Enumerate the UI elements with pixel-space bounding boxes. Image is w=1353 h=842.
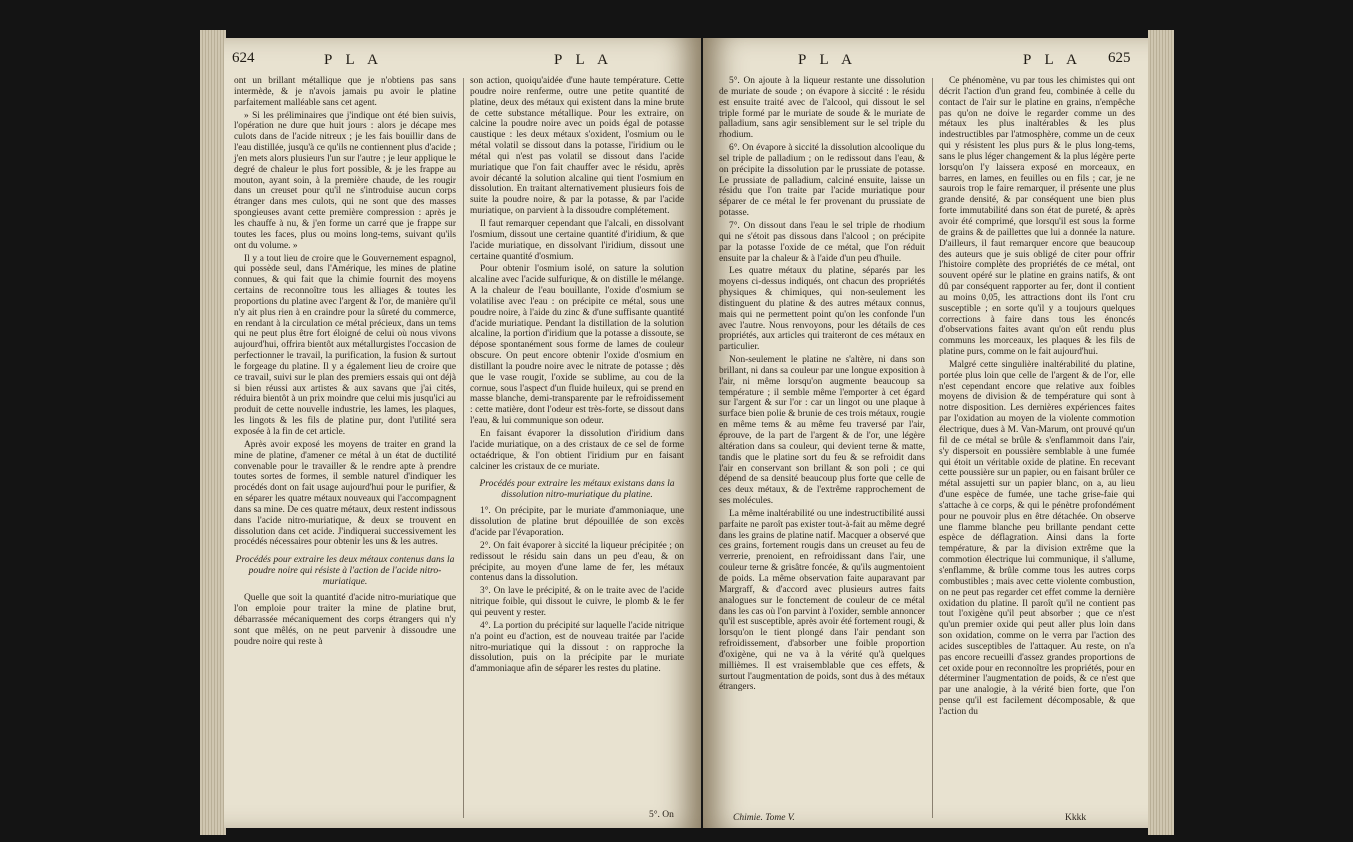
left-page <box>224 38 701 828</box>
running-head: P L A <box>324 52 383 68</box>
paragraph: Non-seulement le platine ne s'altère, ni dans son brillant, ni dans sa couleur par une longue exposition à l'air, ni même lorsqu'on augmente beaucoup sa température ; il semble même l'emporter à cet égard sur l'argent & sur l'or : car un lingot ou une plaque à surface bien polie & brunie de ces trois métaux, rougie en même tems & au même feu traversé par l'air, éprouve, de la part de l'argent & de l'or, une légère altération dans sa couleur, qui devient terne & matte, tandis que le platine sort du feu & se refroidit dans l'air en conservant son brillant & son poli ; ce qui dépend de sa densité beaucoup plus forte que celle de ces deux métaux, & de l'extrême rapprochement de ses molécules. <box>719 355 925 507</box>
paragraph: Malgré cette singulière inaltérabilité du platine, portée plus loin que celle de l'argent & de l'or, elle n'est cependant encore que relative aux foibles moyens de division & de température qui sont à notre disposition. Les dernières expériences faites par l'oxidation au moyen de la violente commotion électrique, dues à M. Van-Marum, ont prouvé qu'un fil de ce métal se brûle & s'enflammoit dans l'air, s'y dispersoit en poussière semblable à une fumée qui étoit un véritable oxide de platine. En recevant cette poussière sur un papier, ou en faisant brûler ce métal assujetti sur un papier blanc, on a, au lieu d'une espèce de fumée, une tache grise-faie qui s'attache à ce corps, & qui le pénètre profondément pour ne pouvoir plus en être détachée. On observe une flamme blanche peu brillante pendant cette espèce de déflagration. Ainsi dans la forte température, & par la division extrême que la commotion électrique lui communique, il s'allume, s'enflamme, & brûle comme tous les autres corps combustibles ; mais avec cette violente combustion, on ne peut pas regarder cet effet comme la dernière oxidation du platine. Il paroît qu'il ne contient pas tout l'oxigène qu'il peut absorber ; que ce n'est qu'un premier oxide qui peut aller plus loin dans son oxidation, comme on le verra par l'action des acides susceptibles de l'attaquer. Au reste, on n'a pas encore recueilli d'assez grandes proportions de cet oxide pour en reconnoître les propriétés, pour en déterminer l'augmentation de poids, & ce n'est que par une analogie, à la vérité bien forte, que l'on pense qu'il est facilement décomposable, & que l'action du <box>939 359 1135 717</box>
paragraph: son action, quoiqu'aidée d'une haute température. Cette poudre noire renferme, outre une petite quantité de platine, deux des métaux qui existent dans la mine brute de cette substance métallique. Pour les extraire, on calcine la poudre noire avec un poids égal de potasse caustique : les deux métaux s'oxident, l'osmium ou le métal volatil se dissout dans la potasse, l'iridium ou le métal qui n'est pas volatil se dissout dans l'acide muriatique que l'on fait chauffer avec le résidu, après avoir décanté la solution alcaline qui tient l'osmium en dissolution. En traitant alternativement plusieurs fois de suite la poudre noire, & par la potasse, & par l'acide muriatique, on parvient à la dissoudre complétement. <box>470 76 684 217</box>
left-column-2 <box>470 76 684 677</box>
right-fore-edge <box>1148 30 1174 835</box>
paragraph: Pour obtenir l'osmium isolé, on sature la solution alcaline avec l'acide sulfurique, & on distille le mélange. A la chaleur de l'eau bouillante, l'oxide d'osmium se volatilise avec l'eau : on précipite ce métal, sous une poudre noire, à l'aide du zinc & d'une suffisante quantité d'acide muriatique. Pendant la distillation de la solution alcaline, la portion d'iridium que la potasse a dissoute, se dépose spontanément sous forme de lames de couleur obscure. On peut encore obtenir l'oxide d'osmium en distillant la poudre noire avec le nitrate de potasse ; dès que le vase rougit, l'oxide se sublime, au cou de la cornue, sous l'aspect d'un fluide huileux, qui se prend en masse blanche, demi-transparente par le refroidissement : cette matière, dont l'odeur est très-forte, se dissout dans l'eau, & lui communique son odeur. <box>470 264 684 427</box>
paragraph: Il faut remarquer cependant que l'alcali, en dissolvant l'osmium, dissout une certaine quantité d'iridium, & que l'acide muriatique, en dissolvant l'iridium, dissout une certaine quantité d'osmium. <box>470 218 684 262</box>
volume-signature: Chimie. Tome V. <box>733 813 795 823</box>
paragraph: En faisant évaporer la dissolution d'iridium dans l'acide muriatique, on a des cristaux de ce sel de forme octaédrique, & l'on obtient l'iridium pur en faisant calciner les cristaux de ce muriate. <box>470 429 684 472</box>
running-head: P L A <box>1023 52 1082 68</box>
right-page <box>703 38 1148 828</box>
column-rule <box>463 78 464 818</box>
paragraph: Il y a tout lieu de croire que le Gouvernement espagnol, qui possède seul, dans l'Amérique, les mines de platine connues, & qui fait que la chimie fournit des moyens certains de reconnoître tous les alliages & toutes les proportions du platine avec l'argent & l'or, de manière qu'il n'y ait plus rien à en craindre pour la sûreté du commerce, en rendant à la circulation ce métal précieux, dans un tems qui ne peut plus être fort éloigné de celui où nous vivons aujourd'hui, offrira bientôt aux métallurgistes l'occasion de perfectionner le travail, la purification, la fusion & surtout le forgeage du platine. Il y a également lieu de croire que ce travail, suivi sur le plan des premiers essais qui ont déjà si bien réussi aux artistes & aux savans que j'ai cités, réduira bientôt à un prix moindre que celui mis jusqu'ici au produit de cette nouvelle industrie, les lames, les plaques, les lingots & les fils de platine pur, dont l'utilité sera exposée à la fin de cet article. <box>234 253 456 437</box>
section-heading: Procédés pour extraire les métaux existans dans la dissolution nitro-muriatique du platine. <box>479 478 675 501</box>
paragraph: » Si les préliminaires que j'indique ont été bien suivis, l'opération ne dure que huit jours : alors je décape mes culots dans de l'acide nitreux ; je les fais bouillir dans de l'eau distillée, jusqu'à ce qu'ils ne contiennent plus d'acide ; j'en mets alors plusieurs l'un sur l'autre ; je leur applique le degré de chaleur le plus fort possible, & je les frappe au mouton, ayant soin, à la première chaude, de les rougir dans un creuset pour qu'il ne s'introduise aucun corps étranger dans mes culots, qui ne sont que des masses spongieuses avant cette première compression : après je les chauffe à nu, & j'en forme un carré que je frappe sur toutes les faces, plus ou moins long-tems, suivant qu'ils ont du volume. » <box>234 110 456 251</box>
signature-mark: Kkkk <box>1065 813 1087 823</box>
paragraph: ont un brillant métallique que je n'obtiens pas sans intermède, & je n'avois jamais pu avoir le platine parfaitement malléable sans cet agent. <box>234 76 456 108</box>
paragraph: Quelle que soit la quantité d'acide nitro-muriatique que l'on emploie pour traiter la mine de platine brut, débarrassée mécaniquement des corps étrangers qui n'y sont que mêlés, on ne peut parvenir à dissoudre une poudre noire qui reste à <box>234 593 456 647</box>
paragraph: 4°. La portion du précipité sur laquelle l'acide nitrique n'a point eu d'action, est de nouveau traitée par l'acide nitro-muriatique qui la dissout : on rapproche la dissolution, puis on la précipite par le muriate d'ammoniaque afin de séparer les restes du platine. <box>470 620 684 675</box>
page-number: 624 <box>232 50 255 66</box>
catchword: 5°. On <box>649 810 674 820</box>
section-heading: Procédés pour extraire les deux métaux contenus dans la poudre noire qui résiste à l'action de l'acide nitro-muriatique. <box>235 554 455 588</box>
paragraph: 6°. On évapore à siccité la dissolution alcoolique du sel triple de palladium ; on le redissout dans l'eau, & on précipite la dissolution par le prussiate de potasse. Le prussiate de palladium, calciné ensuite, laisse un résidu que l'on traite par l'acide muriatique pour séparer de ce métal le fer provenant du prussiate de potasse. <box>719 143 925 219</box>
paragraph: 7°. On dissout dans l'eau le sel triple de rhodium qui ne s'étoit pas dissous dans l'alcool ; on précipite par la potasse l'oxide de ce métal, que l'on réduit ensuite par la chaleur & à l'aide d'un peu d'huile. <box>719 220 925 264</box>
paragraph: 1°. On précipite, par le muriate d'ammoniaque, une dissolution de platine brut dépouillée de son excès d'acide par l'évaporation. <box>470 506 684 539</box>
paragraph: Après avoir exposé les moyens de traiter en grand la mine de platine, d'amener ce métal à un état de ductilité convenable pour le travailler & le rendre apte à prendre toutes sortes de formes, il semble naturel d'indiquer les procédés dont on fait usage aujourd'hui pour le purifier, & en séparer les quatre métaux nouveaux qui l'accompagnent dans sa mine. De ces quatre métaux, deux restent indissous dans l'acide nitro-muriatique, & deux se trouvent en dissolution dans cet acide. J'indiquerai successivement les procédés nécessaires pour obtenir les uns & les autres. <box>234 439 456 548</box>
paragraph: 2°. On fait évaporer à siccité la liqueur précipitée ; on redissout le résidu sain dans un peu d'eau, & on précipite, au moyen d'une lame de fer, les métaux contenus dans la dissolution. <box>470 540 684 584</box>
paragraph: 3°. On lave le précipité, & on le traite avec de l'acide nitrique foible, qui dissout le cuivre, le plomb & le fer qui peuvent y rester. <box>470 586 684 618</box>
paragraph: Ce phénomène, vu par tous les chimistes qui ont décrit l'action d'un grand feu, combinée à celle du contact de l'air sur le platine en grains, n'empêche pas qu'on ne doive le regarder comme un des métaux les plus inaltérables & les plus indestructibles par l'atmosphère, comme un de ceux qui y résistent les plus purs & le plus long-tems, sans le plus léger changement & la plus légère perte lorsqu'on l'y laissera exposé en morceaux, en barres, en lames, en feuilles ou en fils ; car, je ne saurois trop le faire remarquer, il présente une plus grande densité, & par conséquent une bien plus forte immutabilité dans son état de pureté, & après avoir été comprimé, que lorsqu'il est sous la forme de grains & de paillettes que lui a donnée la nature. D'ailleurs, il faut remarquer encore que beaucoup des auteurs que je suis obligé de citer pour offrir l'histoire complète des propriétés de ce métal, ont souvent opéré sur le platine en grains natifs, & ont dû par conséquent rapporter au fer, dont il contient au moins 0,05, les attractions dont ils l'ont cru susceptible ; en sorte qu'il y a toujours quelques corrections à faire dans tous les énoncés d'observations faites avant qu'on eût rendu plus communs les morceaux, les plaques & les fils de platine purs, comme on le fait aujourd'hui. <box>939 76 1135 358</box>
running-head: P L A <box>554 52 613 68</box>
paragraph: 5°. On ajoute à la liqueur restante une dissolution de muriate de soude ; on évapore à siccité : le résidu est ensuite traité avec de l'alcool, qui dissout le sel triple formé par le muriate de soude & le muriate de palladium, sans agir sensiblement sur le sel triple du rhodium. <box>719 76 925 141</box>
paragraph: Les quatre métaux du platine, séparés par les moyens ci-dessus indiqués, ont chacun des propriétés physiques & chimiques, qui non-seulement les distinguent du platine & des autres métaux connus, mais qui ne permettent point qu'on les confonde l'un avec l'autre. Nous renvoyons, pour les détails de ces propriétés, aux articles qui traiteront de ces métaux en particulier. <box>719 266 925 353</box>
paragraph: La même inaltérabilité ou une indestructibilité aussi parfaite ne paroît pas exister tout-à-fait au même degré dans les grains de platine natif. Macquer a observé que ces grains, fortement rougis dans un creuset au feu de verrerie, prenoient, en refroidissant dans l'air, une couleur terne & grisâtre foncée, & qu'ils augmentoient de poids. La même observation faite auparavant par Margraff, & d'accord avec plusieurs autres faits analogues sur le fonctement de couleur de ce métal dans les cas où l'on parvint à l'oxider, semble annoncer qu'il est susceptible, après avoir été fortement rougi, & lorsqu'on le tient plongé dans l'air pendant son refroidissement, d'absorber une foible proportion d'oxigène, qui ne va à la vérité qu'à quelques millièmes. Il est vraisemblable que ces effets, & surtout l'augmentation de poids, sont dus à des métaux étrangers. <box>719 508 925 693</box>
page-number: 625 <box>1108 50 1131 66</box>
column-rule <box>932 78 933 818</box>
left-column-1 <box>234 76 456 650</box>
running-head: P L A <box>798 52 857 68</box>
right-column-1 <box>719 76 925 695</box>
left-fore-edge <box>200 30 226 835</box>
right-column-2 <box>939 76 1135 720</box>
